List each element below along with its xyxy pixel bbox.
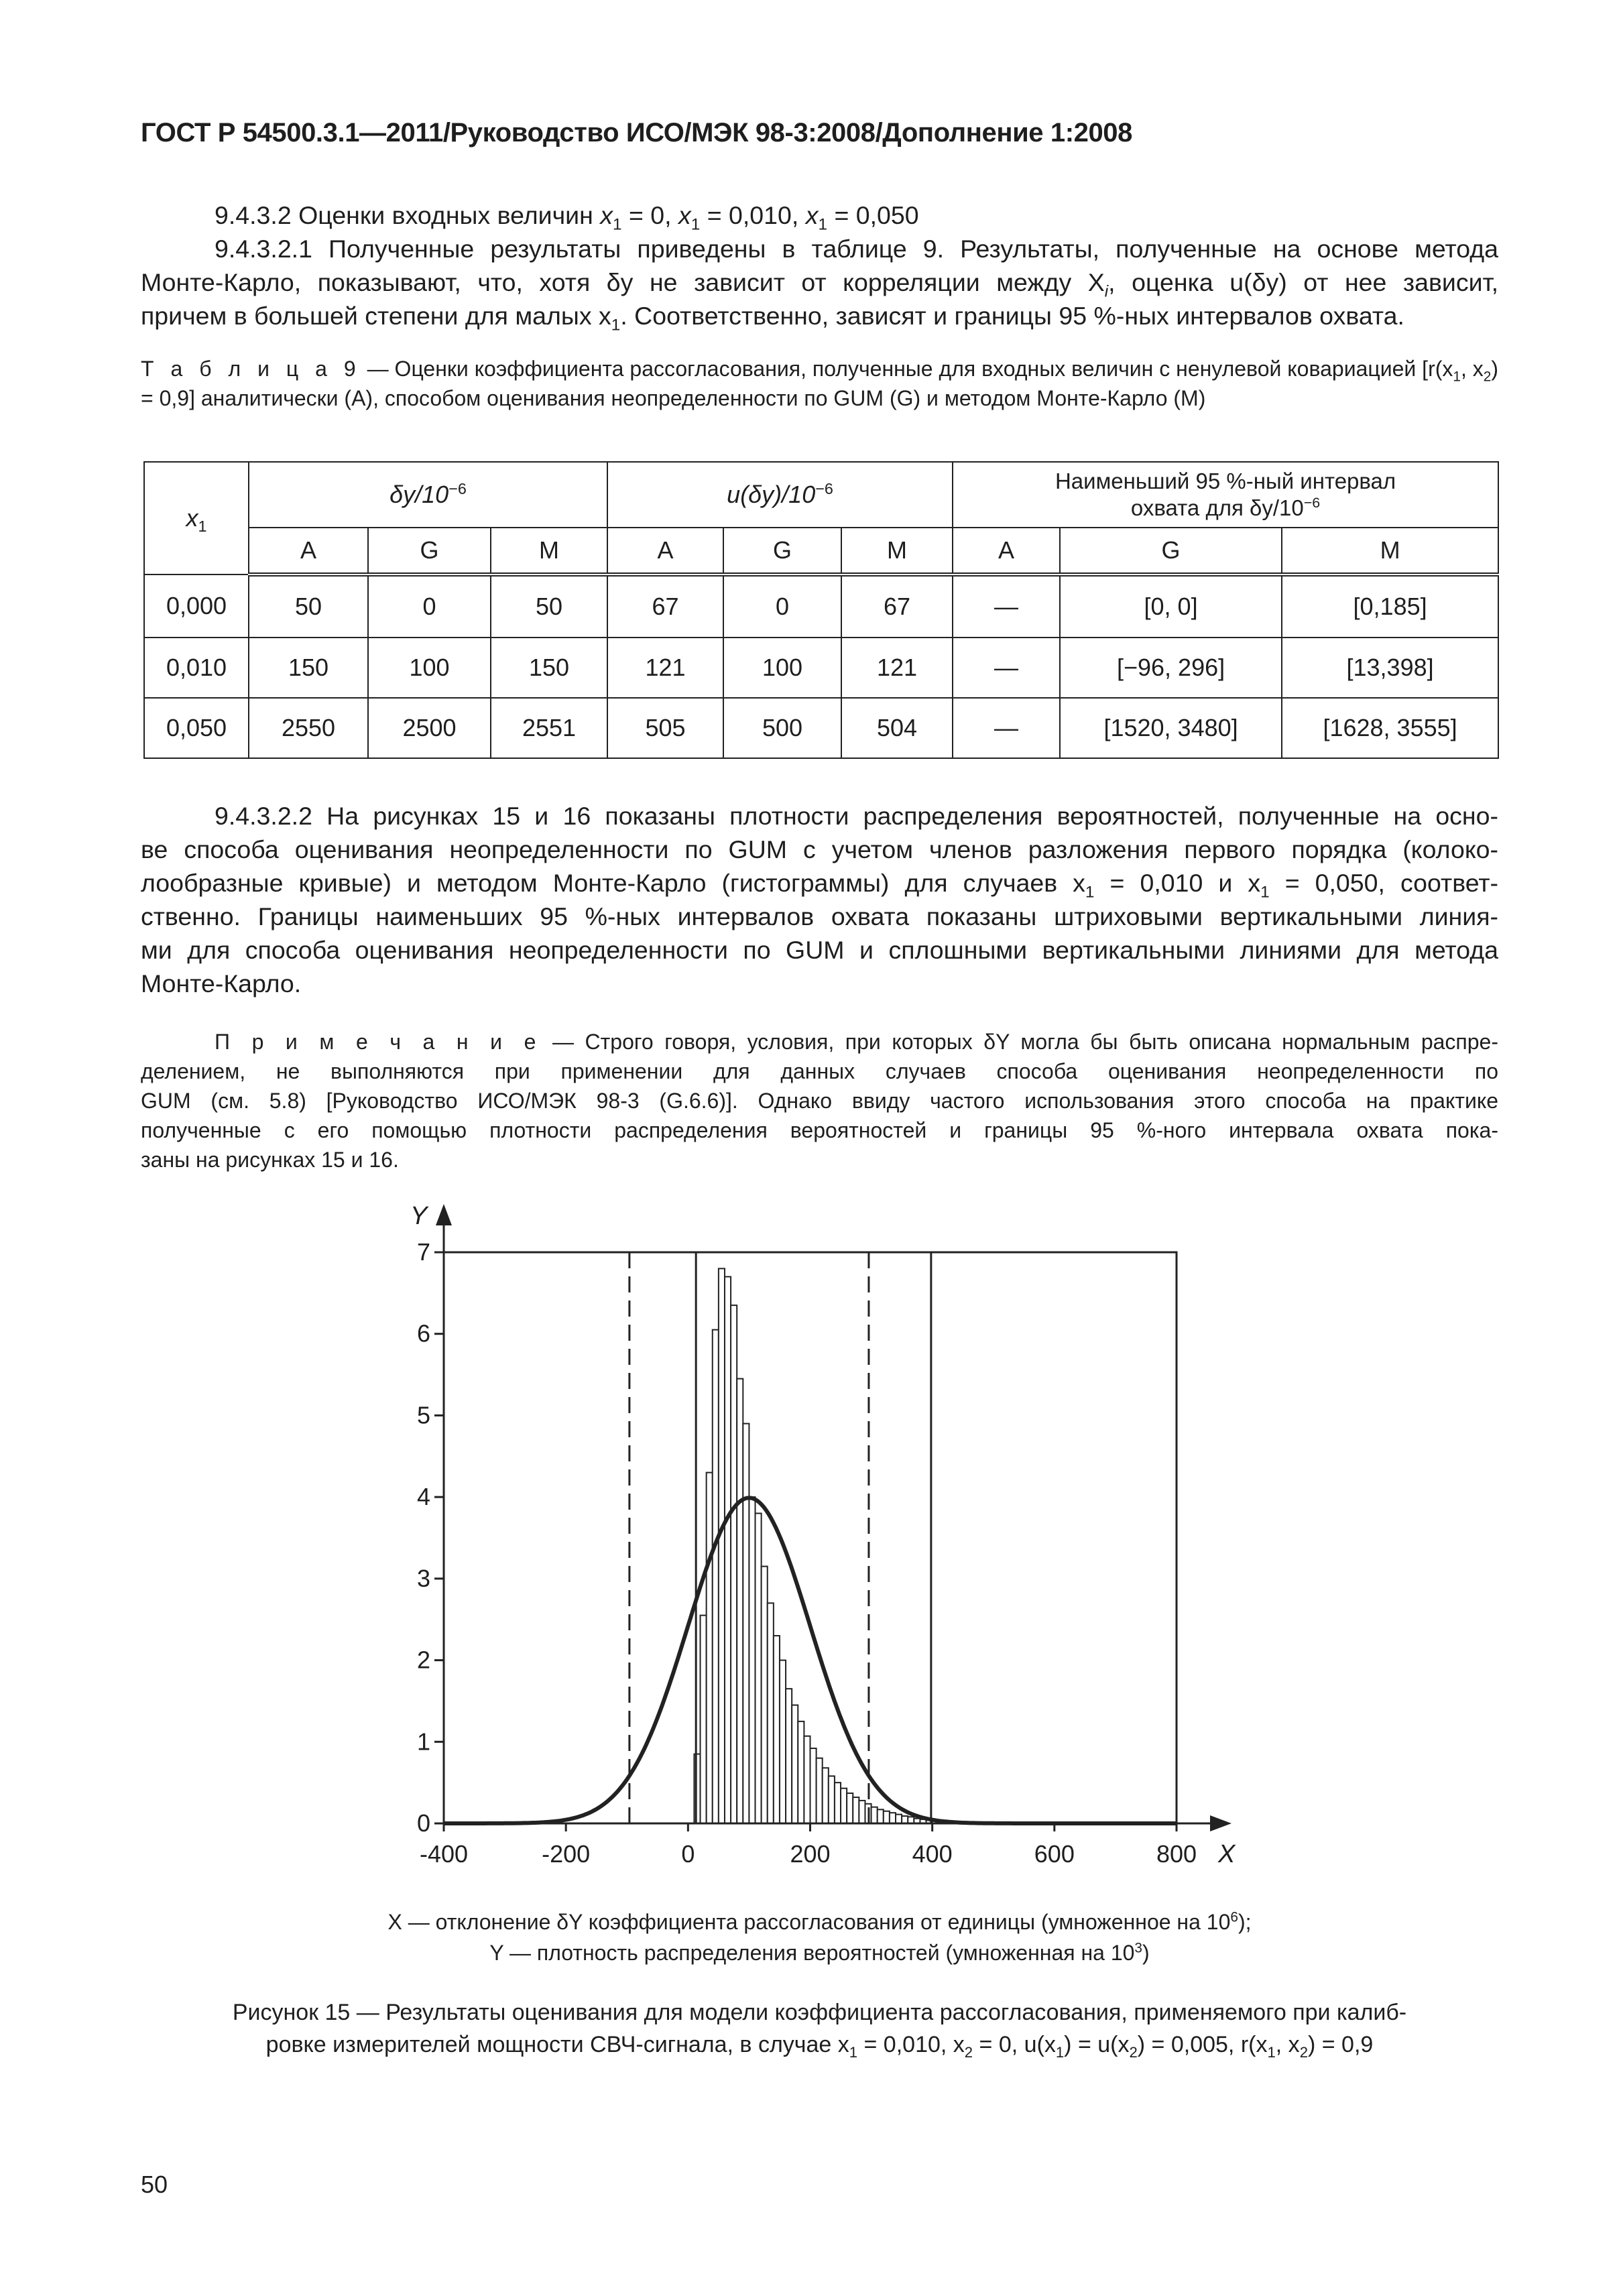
section-heading: 9.4.3.2 Оценки входных величин $x_1 = 0$, $x_1 = 0,010$, $x_1 = 0,050$ bbox=[215, 201, 919, 234]
x-tick-label: -200 bbox=[542, 1840, 591, 1868]
table-cell: 50 bbox=[491, 575, 607, 638]
table-cell: 50 bbox=[249, 575, 368, 638]
figure-caption: Рисунок 15 — Результаты оценивания для модели коэффициента рассогласования, применяемого при калиб- ровке измерителей мощности СВЧ-сигнала, в случае $x_1 = 0,010$, $x_2 = 0$, $u(x_1) = u(x_2) = 0,005$, $r(x_1$, $x_2) = 0,9$ bbox=[232, 2000, 1407, 2061]
table-cell: 0,010 bbox=[144, 638, 249, 698]
y-tick-label: 1 bbox=[416, 1728, 430, 1756]
table-cell: 0,000 bbox=[144, 575, 249, 638]
table-cell: 121 bbox=[607, 638, 723, 698]
section-9-4-3-2 bbox=[141, 198, 1498, 333]
histogram-bar bbox=[786, 1689, 792, 1823]
paragraph-line: ми для способа оценивания неопределенности по GUM и сплошными вертикальными линиями для метода bbox=[141, 936, 1498, 964]
table-cell: 67 bbox=[841, 575, 953, 638]
histogram-bar bbox=[725, 1277, 731, 1823]
histogram-bar bbox=[719, 1268, 725, 1823]
table-header-row bbox=[144, 462, 1498, 528]
histogram-bar bbox=[731, 1305, 737, 1823]
histogram-bar bbox=[743, 1424, 749, 1823]
histogram-bar bbox=[792, 1705, 798, 1823]
y-axis-label: Y bbox=[410, 1202, 428, 1230]
histogram-bar bbox=[774, 1636, 780, 1823]
paragraph-line: ве способа оценивания неопределенности по GUM с учетом членов разложения первого порядка (колоко- bbox=[141, 835, 1498, 863]
table-cell: 504 bbox=[841, 698, 953, 758]
histogram-bar bbox=[713, 1330, 719, 1823]
subheader-cell: G bbox=[368, 528, 491, 575]
col-x1-header: $x_1$ bbox=[144, 462, 249, 575]
x-axis-arrow bbox=[1210, 1815, 1231, 1831]
table-cell: — bbox=[953, 575, 1060, 638]
group-dy-header: $\delta y/10^{-6}$ bbox=[249, 462, 607, 528]
histogram-bar bbox=[749, 1497, 755, 1823]
table-cell: 0 bbox=[723, 575, 841, 638]
subheader-cell: M bbox=[491, 528, 607, 575]
paragraph-line: причем в большей степени для малых $x_1$. Соответственно, зависят и границы 95 %-ных интервалов охвата. bbox=[141, 302, 1404, 335]
x-tick-label: -400 bbox=[419, 1840, 469, 1868]
subheader-cell: A bbox=[249, 528, 368, 575]
subheader-cell: G bbox=[723, 528, 841, 575]
y-tick-label: 5 bbox=[416, 1401, 430, 1429]
x-tick-label: 0 bbox=[681, 1840, 695, 1868]
histogram-bar bbox=[798, 1721, 804, 1823]
subheader-cell: A bbox=[607, 528, 723, 575]
histogram-bar bbox=[859, 1801, 865, 1823]
x-tick-label: 600 bbox=[1034, 1840, 1075, 1868]
group-udy-header: $u(\delta y)/10^{-6}$ bbox=[607, 462, 953, 528]
table-cell: [−96, 296] bbox=[1060, 638, 1282, 698]
table-cell: [0,185] bbox=[1282, 575, 1498, 638]
table-cell: — bbox=[953, 638, 1060, 698]
table-cell: 2551 bbox=[491, 698, 607, 758]
note: П р и м е ч а н и е — Строго говоря, условия, при которых δY могла бы быть описана нормальным распре- делением, не выполняются при применении для данных случаев способа оценивания неопределенности по GUM (см. 5.8) [Руководство ИСО/МЭК 98-3 (G.6.6)]. Однако ввиду частого использования этого способа на практике полученные с его помощью плотности распределения вероятностей и границы 95 %-ного интервала охвата пока- заны на рисунках 15 и 16. bbox=[141, 1030, 1499, 1172]
subheader-cell: A bbox=[953, 528, 1060, 575]
histogram-bar bbox=[707, 1473, 713, 1823]
x-tick-label: 400 bbox=[912, 1840, 953, 1868]
x-axis-label: X bbox=[1218, 1840, 1236, 1868]
x-tick-label: 800 bbox=[1156, 1840, 1197, 1868]
histogram-bar bbox=[810, 1748, 817, 1823]
table-cell: 0 bbox=[368, 575, 491, 638]
histogram-bar bbox=[762, 1567, 768, 1823]
histogram-bar bbox=[878, 1809, 884, 1823]
y-tick-label: 6 bbox=[416, 1319, 430, 1347]
table-cell: 500 bbox=[723, 698, 841, 758]
histogram-bar bbox=[902, 1816, 908, 1823]
histogram-bar bbox=[737, 1379, 743, 1823]
histogram-bar bbox=[829, 1776, 835, 1823]
y-tick-label: 2 bbox=[416, 1646, 430, 1674]
paragraph-line: 9.4.3.2.1 Полученные результаты приведены в таблице 9. Результаты, полученные на основе метода bbox=[215, 235, 1498, 263]
histogram-bar bbox=[701, 1616, 707, 1823]
figure-legend: X — отклонение δY коэффициента рассогласования от единицы (умноженное на $10^6$); Y — плотность распределения вероятностей (умноженная на $10^3$) bbox=[387, 1909, 1252, 1965]
histogram-bar bbox=[823, 1768, 829, 1823]
table-cell: 2500 bbox=[368, 698, 491, 758]
histogram-bar bbox=[847, 1793, 853, 1823]
table-row bbox=[144, 638, 1498, 698]
table-9 bbox=[143, 461, 1499, 759]
table-caption: Т а б л и ц а 9 — Оценки коэффициента рассогласования, полученные для входных величин с ненулевой ковариацией [$r(x_1$, $x_2) = 0,9$] аналитически (A), способом оценивания неопределенности по GUM (G) и методом Монте-Карло (M) bbox=[141, 357, 1499, 410]
histogram-bar bbox=[884, 1811, 890, 1823]
table-cell: [1628, 3555] bbox=[1282, 698, 1498, 758]
paragraph-line: ственно. Границы наименьших 95 %-ных интервалов охвата показаны штриховыми вертикальными линия- bbox=[141, 902, 1498, 930]
section-9-4-3-2-2 bbox=[141, 799, 1498, 1000]
table-cell: [13,398] bbox=[1282, 638, 1498, 698]
table-cell: 100 bbox=[368, 638, 491, 698]
histogram-bar bbox=[841, 1789, 847, 1823]
histogram-bar bbox=[871, 1807, 878, 1823]
group-interval-header: Наименьший 95 %-ный интервал охвата для $\delta y/10^{-6}$ bbox=[953, 462, 1498, 528]
table-cell: 150 bbox=[491, 638, 607, 698]
table-cell: [0, 0] bbox=[1060, 575, 1282, 638]
table-cell: 2550 bbox=[249, 698, 368, 758]
paragraph-line: лообразные кривые) и методом Монте-Карло (гистограммы) для случаев $x_1 = 0,010$ и $x_1 = 0,050$, соответ- bbox=[141, 869, 1498, 902]
paragraph-line: Монте-Карло, показывают, что, хотя δy не зависит от корреляции между $X_i$, оценка u(δy) от нее зависит, bbox=[141, 268, 1498, 301]
table-cell: 67 bbox=[607, 575, 723, 638]
histogram-bar bbox=[853, 1797, 859, 1823]
table-cell: 150 bbox=[249, 638, 368, 698]
table-cell: [1520, 3480] bbox=[1060, 698, 1282, 758]
table-cell: — bbox=[953, 698, 1060, 758]
table-cell: 121 bbox=[841, 638, 953, 698]
y-tick-label: 4 bbox=[416, 1483, 430, 1511]
table-subheader-row bbox=[144, 528, 1498, 575]
histogram-bar bbox=[780, 1660, 786, 1823]
histogram-bar bbox=[804, 1736, 810, 1823]
histogram-bar bbox=[835, 1783, 841, 1823]
histogram-bar bbox=[896, 1815, 902, 1823]
histogram-bar bbox=[890, 1813, 896, 1823]
page-header: ГОСТ Р 54500.3.1—2011/Руководство ИСО/МЭК 98-3:2008/Дополнение 1:2008 bbox=[141, 118, 1133, 147]
y-tick-label: 3 bbox=[416, 1564, 430, 1592]
paragraph-line: Монте-Карло. bbox=[141, 969, 302, 998]
table-cell: 505 bbox=[607, 698, 723, 758]
figure-15-chart bbox=[0, 1180, 1623, 1877]
table-cell: 0,050 bbox=[144, 698, 249, 758]
y-tick-label: 0 bbox=[416, 1809, 430, 1837]
table-cell: 100 bbox=[723, 638, 841, 698]
x-tick-label: 200 bbox=[790, 1840, 831, 1868]
subheader-cell: M bbox=[1282, 528, 1498, 575]
table-row bbox=[144, 575, 1498, 638]
subheader-cell: G bbox=[1060, 528, 1282, 575]
y-axis-arrow bbox=[436, 1204, 452, 1225]
histogram-bar bbox=[756, 1513, 762, 1823]
histogram-bar bbox=[768, 1603, 774, 1823]
subheader-cell: M bbox=[841, 528, 953, 575]
y-tick-label: 7 bbox=[416, 1238, 430, 1266]
table-row bbox=[144, 698, 1498, 758]
page-number: 50 bbox=[141, 2171, 168, 2198]
histogram-bar bbox=[817, 1758, 823, 1823]
paragraph-line: 9.4.3.2.2 На рисунках 15 и 16 показаны плотности распределения вероятностей, полученные на осно- bbox=[215, 802, 1498, 830]
